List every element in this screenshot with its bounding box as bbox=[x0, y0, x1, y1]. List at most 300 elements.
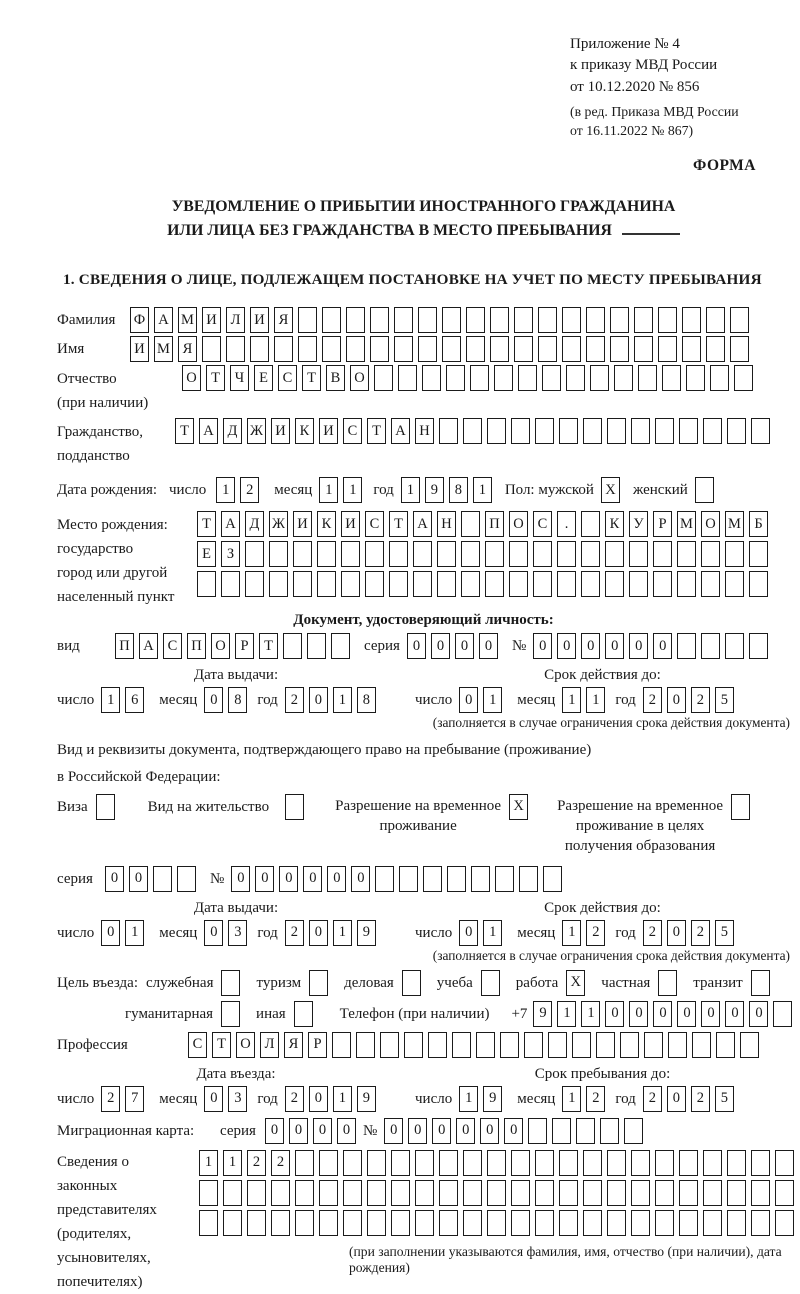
form-cell[interactable] bbox=[620, 1032, 639, 1058]
form-cell[interactable] bbox=[223, 1210, 242, 1236]
form-cell[interactable]: 0 bbox=[653, 1001, 672, 1027]
doc-expiry-day-input[interactable] bbox=[459, 687, 507, 713]
sex-female-checkbox[interactable] bbox=[695, 477, 719, 503]
form-cell[interactable]: 2 bbox=[586, 1086, 605, 1112]
form-cell[interactable] bbox=[576, 1118, 595, 1144]
form-cell[interactable] bbox=[703, 1180, 722, 1206]
form-cell[interactable]: 0 bbox=[701, 1001, 720, 1027]
form-cell[interactable]: 0 bbox=[667, 920, 686, 946]
form-cell[interactable] bbox=[271, 1180, 290, 1206]
form-cell[interactable] bbox=[394, 307, 413, 333]
form-cell[interactable]: 1 bbox=[199, 1150, 218, 1176]
stay-issue-year-input[interactable] bbox=[285, 920, 381, 946]
form-cell[interactable]: 0 bbox=[384, 1118, 403, 1144]
form-cell[interactable] bbox=[607, 418, 626, 444]
form-cell[interactable]: 1 bbox=[562, 687, 581, 713]
form-cell[interactable]: С bbox=[533, 511, 552, 537]
form-cell[interactable]: 0 bbox=[309, 1086, 328, 1112]
form-cell[interactable] bbox=[533, 571, 552, 597]
form-cell[interactable] bbox=[461, 511, 480, 537]
form-cell[interactable]: Я bbox=[178, 336, 197, 362]
form-cell[interactable] bbox=[331, 633, 350, 659]
form-cell[interactable]: 0 bbox=[408, 1118, 427, 1144]
stay-number-input[interactable] bbox=[231, 866, 567, 892]
form-cell[interactable] bbox=[476, 1032, 495, 1058]
form-cell[interactable]: 0 bbox=[407, 633, 426, 659]
form-cell[interactable] bbox=[463, 1210, 482, 1236]
form-cell[interactable]: 0 bbox=[533, 633, 552, 659]
form-cell[interactable] bbox=[725, 571, 744, 597]
form-cell[interactable] bbox=[677, 633, 696, 659]
form-cell[interactable] bbox=[370, 307, 389, 333]
form-cell[interactable] bbox=[463, 1180, 482, 1206]
form-cell[interactable] bbox=[487, 418, 506, 444]
form-cell[interactable] bbox=[701, 571, 720, 597]
form-cell[interactable] bbox=[439, 1210, 458, 1236]
form-cell[interactable] bbox=[514, 336, 533, 362]
form-cell[interactable] bbox=[562, 336, 581, 362]
form-cell[interactable]: И bbox=[271, 418, 290, 444]
form-cell[interactable] bbox=[586, 307, 605, 333]
form-cell[interactable] bbox=[415, 1210, 434, 1236]
form-cell[interactable] bbox=[391, 1210, 410, 1236]
form-cell[interactable] bbox=[511, 1180, 530, 1206]
form-cell[interactable] bbox=[581, 541, 600, 567]
residence-permit-checkbox[interactable] bbox=[285, 794, 309, 820]
visa-checkbox[interactable] bbox=[96, 794, 120, 820]
form-cell[interactable]: 0 bbox=[581, 633, 600, 659]
form-cell[interactable]: 0 bbox=[105, 866, 124, 892]
form-cell[interactable]: Н bbox=[437, 511, 456, 537]
form-cell[interactable] bbox=[247, 1210, 266, 1236]
form-cell[interactable]: 2 bbox=[247, 1150, 266, 1176]
form-cell[interactable]: 1 bbox=[483, 687, 502, 713]
form-cell[interactable] bbox=[402, 970, 421, 996]
form-cell[interactable] bbox=[511, 418, 530, 444]
form-cell[interactable] bbox=[614, 365, 633, 391]
form-cell[interactable] bbox=[730, 307, 749, 333]
form-cell[interactable] bbox=[221, 571, 240, 597]
form-cell[interactable] bbox=[679, 1180, 698, 1206]
form-cell[interactable] bbox=[658, 336, 677, 362]
form-cell[interactable]: 8 bbox=[357, 687, 376, 713]
form-cell[interactable] bbox=[367, 1210, 386, 1236]
form-cell[interactable]: 6 bbox=[125, 687, 144, 713]
form-cell[interactable] bbox=[677, 541, 696, 567]
form-cell[interactable]: 0 bbox=[309, 687, 328, 713]
form-cell[interactable] bbox=[533, 541, 552, 567]
form-cell[interactable] bbox=[679, 1210, 698, 1236]
form-cell[interactable]: 2 bbox=[643, 1086, 662, 1112]
form-cell[interactable] bbox=[631, 1210, 650, 1236]
form-cell[interactable] bbox=[271, 1210, 290, 1236]
form-cell[interactable]: К bbox=[317, 511, 336, 537]
form-cell[interactable]: 1 bbox=[101, 687, 120, 713]
form-cell[interactable]: 0 bbox=[351, 866, 370, 892]
form-cell[interactable] bbox=[413, 571, 432, 597]
form-cell[interactable]: 0 bbox=[725, 1001, 744, 1027]
form-cell[interactable] bbox=[631, 418, 650, 444]
form-cell[interactable] bbox=[471, 866, 490, 892]
form-cell[interactable]: 8 bbox=[228, 687, 247, 713]
form-cell[interactable]: 1 bbox=[333, 920, 352, 946]
form-cell[interactable] bbox=[269, 541, 288, 567]
form-cell[interactable]: К bbox=[295, 418, 314, 444]
form-cell[interactable]: С bbox=[188, 1032, 207, 1058]
form-cell[interactable]: Т bbox=[197, 511, 216, 537]
stay-expiry-day-input[interactable] bbox=[459, 920, 507, 946]
form-cell[interactable] bbox=[298, 307, 317, 333]
form-cell[interactable]: 1 bbox=[459, 1086, 478, 1112]
form-cell[interactable] bbox=[518, 365, 537, 391]
form-cell[interactable]: С bbox=[278, 365, 297, 391]
form-cell[interactable] bbox=[653, 571, 672, 597]
form-cell[interactable] bbox=[535, 418, 554, 444]
form-cell[interactable]: Е bbox=[197, 541, 216, 567]
form-cell[interactable] bbox=[293, 541, 312, 567]
form-cell[interactable]: Д bbox=[245, 511, 264, 537]
form-cell[interactable] bbox=[538, 307, 557, 333]
form-cell[interactable]: 0 bbox=[667, 687, 686, 713]
birthplace-line-1-input[interactable] bbox=[197, 511, 773, 537]
form-cell[interactable] bbox=[730, 336, 749, 362]
form-cell[interactable] bbox=[418, 307, 437, 333]
form-cell[interactable]: 5 bbox=[715, 1086, 734, 1112]
representatives-line-3-input[interactable] bbox=[199, 1210, 799, 1236]
form-cell[interactable]: 0 bbox=[255, 866, 274, 892]
form-cell[interactable] bbox=[655, 418, 674, 444]
form-cell[interactable] bbox=[775, 1180, 794, 1206]
form-cell[interactable] bbox=[727, 1180, 746, 1206]
form-cell[interactable] bbox=[740, 1032, 759, 1058]
form-cell[interactable]: П bbox=[115, 633, 134, 659]
form-cell[interactable]: 0 bbox=[459, 920, 478, 946]
form-cell[interactable] bbox=[428, 1032, 447, 1058]
birthplace-line-3-input[interactable] bbox=[197, 571, 773, 597]
form-cell[interactable] bbox=[634, 336, 653, 362]
form-cell[interactable] bbox=[422, 365, 441, 391]
form-cell[interactable]: 8 bbox=[449, 477, 468, 503]
form-cell[interactable] bbox=[202, 336, 221, 362]
form-cell[interactable] bbox=[610, 307, 629, 333]
form-cell[interactable] bbox=[610, 336, 629, 362]
form-cell[interactable]: 1 bbox=[333, 687, 352, 713]
form-cell[interactable] bbox=[605, 541, 624, 567]
form-cell[interactable]: 7 bbox=[125, 1086, 144, 1112]
form-cell[interactable]: Т bbox=[389, 511, 408, 537]
form-cell[interactable]: 2 bbox=[285, 920, 304, 946]
form-cell[interactable] bbox=[734, 365, 753, 391]
form-cell[interactable] bbox=[538, 336, 557, 362]
form-cell[interactable] bbox=[557, 541, 576, 567]
form-cell[interactable] bbox=[447, 866, 466, 892]
sex-male-checkbox[interactable] bbox=[601, 477, 625, 503]
phone-input[interactable] bbox=[533, 1001, 797, 1027]
form-cell[interactable] bbox=[452, 1032, 471, 1058]
form-cell[interactable] bbox=[562, 307, 581, 333]
form-cell[interactable]: 0 bbox=[327, 866, 346, 892]
form-cell[interactable]: Т bbox=[212, 1032, 231, 1058]
form-cell[interactable] bbox=[437, 571, 456, 597]
form-cell[interactable]: 1 bbox=[223, 1150, 242, 1176]
form-cell[interactable]: Я bbox=[284, 1032, 303, 1058]
form-cell[interactable] bbox=[365, 571, 384, 597]
form-cell[interactable]: 1 bbox=[125, 920, 144, 946]
form-cell[interactable]: 2 bbox=[101, 1086, 120, 1112]
form-cell[interactable] bbox=[197, 571, 216, 597]
form-cell[interactable] bbox=[559, 1180, 578, 1206]
entry-month-input[interactable] bbox=[204, 1086, 252, 1112]
doc-expiry-month-input[interactable] bbox=[562, 687, 610, 713]
form-cell[interactable] bbox=[322, 336, 341, 362]
form-cell[interactable] bbox=[283, 633, 302, 659]
form-cell[interactable] bbox=[481, 970, 500, 996]
form-cell[interactable]: 1 bbox=[343, 477, 362, 503]
form-cell[interactable]: 0 bbox=[479, 633, 498, 659]
form-cell[interactable] bbox=[701, 633, 720, 659]
form-cell[interactable]: 0 bbox=[204, 687, 223, 713]
migration-series-input[interactable] bbox=[265, 1118, 361, 1144]
form-cell[interactable] bbox=[343, 1180, 362, 1206]
form-cell[interactable] bbox=[607, 1180, 626, 1206]
form-cell[interactable] bbox=[307, 633, 326, 659]
purpose-business-checkbox[interactable] bbox=[402, 970, 426, 996]
stay-until-year-input[interactable] bbox=[643, 1086, 739, 1112]
form-cell[interactable] bbox=[751, 418, 770, 444]
form-cell[interactable]: А bbox=[391, 418, 410, 444]
form-cell[interactable]: 1 bbox=[562, 920, 581, 946]
form-cell[interactable] bbox=[701, 541, 720, 567]
form-cell[interactable] bbox=[370, 336, 389, 362]
form-cell[interactable]: 1 bbox=[581, 1001, 600, 1027]
form-cell[interactable]: М bbox=[725, 511, 744, 537]
form-cell[interactable] bbox=[322, 307, 341, 333]
doc-issue-month-input[interactable] bbox=[204, 687, 252, 713]
form-cell[interactable] bbox=[581, 511, 600, 537]
form-cell[interactable]: А bbox=[139, 633, 158, 659]
form-cell[interactable]: Т bbox=[302, 365, 321, 391]
form-cell[interactable] bbox=[285, 794, 304, 820]
form-cell[interactable] bbox=[682, 336, 701, 362]
form-cell[interactable]: 0 bbox=[456, 1118, 475, 1144]
form-cell[interactable] bbox=[223, 1180, 242, 1206]
form-cell[interactable] bbox=[389, 541, 408, 567]
form-cell[interactable]: 2 bbox=[586, 920, 605, 946]
form-cell[interactable]: 2 bbox=[271, 1150, 290, 1176]
form-cell[interactable]: П bbox=[485, 511, 504, 537]
stay-until-month-input[interactable] bbox=[562, 1086, 610, 1112]
form-cell[interactable]: Т bbox=[175, 418, 194, 444]
form-cell[interactable] bbox=[221, 970, 240, 996]
doc-expiry-year-input[interactable] bbox=[643, 687, 739, 713]
form-cell[interactable] bbox=[559, 418, 578, 444]
form-cell[interactable]: Л bbox=[260, 1032, 279, 1058]
purpose-humanitarian-checkbox[interactable] bbox=[221, 1001, 245, 1027]
form-cell[interactable]: 0 bbox=[605, 1001, 624, 1027]
form-cell[interactable]: С bbox=[163, 633, 182, 659]
form-cell[interactable] bbox=[682, 307, 701, 333]
form-cell[interactable]: 0 bbox=[279, 866, 298, 892]
form-cell[interactable] bbox=[250, 336, 269, 362]
form-cell[interactable]: 0 bbox=[459, 687, 478, 713]
form-cell[interactable]: 2 bbox=[240, 477, 259, 503]
form-cell[interactable]: Ж bbox=[269, 511, 288, 537]
form-cell[interactable]: 2 bbox=[643, 920, 662, 946]
form-cell[interactable] bbox=[706, 336, 725, 362]
form-cell[interactable] bbox=[490, 336, 509, 362]
form-cell[interactable] bbox=[398, 365, 417, 391]
form-cell[interactable]: А bbox=[199, 418, 218, 444]
form-cell[interactable] bbox=[725, 633, 744, 659]
form-cell[interactable] bbox=[596, 1032, 615, 1058]
form-cell[interactable]: Н bbox=[415, 418, 434, 444]
form-cell[interactable] bbox=[535, 1210, 554, 1236]
form-cell[interactable]: Е bbox=[254, 365, 273, 391]
form-cell[interactable]: 0 bbox=[667, 1086, 686, 1112]
form-cell[interactable] bbox=[710, 365, 729, 391]
form-cell[interactable] bbox=[514, 307, 533, 333]
form-cell[interactable]: 3 bbox=[228, 1086, 247, 1112]
profession-input[interactable] bbox=[188, 1032, 764, 1058]
purpose-tourism-checkbox[interactable] bbox=[309, 970, 333, 996]
form-cell[interactable] bbox=[346, 336, 365, 362]
form-cell[interactable] bbox=[199, 1180, 218, 1206]
form-cell[interactable] bbox=[749, 541, 768, 567]
form-cell[interactable] bbox=[413, 541, 432, 567]
form-cell[interactable]: Д bbox=[223, 418, 242, 444]
form-cell[interactable] bbox=[485, 541, 504, 567]
form-cell[interactable]: О bbox=[182, 365, 201, 391]
form-cell[interactable] bbox=[662, 365, 681, 391]
form-cell[interactable] bbox=[773, 1001, 792, 1027]
form-cell[interactable]: 2 bbox=[691, 1086, 710, 1112]
entry-day-input[interactable] bbox=[101, 1086, 149, 1112]
form-cell[interactable] bbox=[586, 336, 605, 362]
form-cell[interactable] bbox=[461, 541, 480, 567]
form-cell[interactable]: 0 bbox=[653, 633, 672, 659]
form-cell[interactable] bbox=[731, 794, 750, 820]
form-cell[interactable] bbox=[727, 1210, 746, 1236]
representatives-line-2-input[interactable] bbox=[199, 1180, 799, 1206]
form-cell[interactable] bbox=[485, 571, 504, 597]
form-cell[interactable] bbox=[375, 866, 394, 892]
temp-residence-checkbox[interactable] bbox=[509, 794, 533, 820]
form-cell[interactable] bbox=[548, 1032, 567, 1058]
form-cell[interactable]: У bbox=[629, 511, 648, 537]
form-cell[interactable] bbox=[543, 866, 562, 892]
form-cell[interactable] bbox=[590, 365, 609, 391]
entry-year-input[interactable] bbox=[285, 1086, 381, 1112]
purpose-official-checkbox[interactable] bbox=[221, 970, 245, 996]
form-cell[interactable] bbox=[583, 418, 602, 444]
form-cell[interactable]: И bbox=[319, 418, 338, 444]
form-cell[interactable] bbox=[638, 365, 657, 391]
doc-number-input[interactable] bbox=[533, 633, 773, 659]
purpose-transit-checkbox[interactable] bbox=[751, 970, 775, 996]
form-cell[interactable]: . bbox=[557, 511, 576, 537]
doc-issue-day-input[interactable] bbox=[101, 687, 149, 713]
form-cell[interactable] bbox=[706, 307, 725, 333]
form-cell[interactable] bbox=[309, 970, 328, 996]
form-cell[interactable] bbox=[524, 1032, 543, 1058]
form-cell[interactable]: Р bbox=[653, 511, 672, 537]
purpose-work-checkbox[interactable] bbox=[566, 970, 590, 996]
form-cell[interactable] bbox=[487, 1180, 506, 1206]
doc-series-input[interactable] bbox=[407, 633, 503, 659]
form-cell[interactable]: 1 bbox=[562, 1086, 581, 1112]
stay-until-day-input[interactable] bbox=[459, 1086, 507, 1112]
stay-expiry-year-input[interactable] bbox=[643, 920, 739, 946]
form-cell[interactable] bbox=[269, 571, 288, 597]
form-cell[interactable] bbox=[566, 365, 585, 391]
stay-issue-day-input[interactable] bbox=[101, 920, 149, 946]
form-cell[interactable]: 0 bbox=[265, 1118, 284, 1144]
form-cell[interactable] bbox=[439, 1180, 458, 1206]
form-cell[interactable]: 1 bbox=[333, 1086, 352, 1112]
form-cell[interactable]: Р bbox=[235, 633, 254, 659]
form-cell[interactable]: 2 bbox=[285, 687, 304, 713]
form-cell[interactable]: С bbox=[343, 418, 362, 444]
form-cell[interactable] bbox=[655, 1210, 674, 1236]
migration-number-input[interactable] bbox=[384, 1118, 648, 1144]
form-cell[interactable]: 0 bbox=[677, 1001, 696, 1027]
form-cell[interactable] bbox=[494, 365, 513, 391]
form-cell[interactable] bbox=[607, 1210, 626, 1236]
purpose-other-checkbox[interactable] bbox=[294, 1001, 318, 1027]
form-cell[interactable] bbox=[317, 571, 336, 597]
form-cell[interactable] bbox=[317, 541, 336, 567]
form-cell[interactable] bbox=[247, 1180, 266, 1206]
purpose-study-checkbox[interactable] bbox=[481, 970, 505, 996]
form-cell[interactable] bbox=[346, 307, 365, 333]
form-cell[interactable]: Я bbox=[274, 307, 293, 333]
form-cell[interactable] bbox=[634, 307, 653, 333]
form-cell[interactable] bbox=[274, 336, 293, 362]
form-cell[interactable] bbox=[495, 866, 514, 892]
form-cell[interactable]: 1 bbox=[483, 920, 502, 946]
form-cell[interactable] bbox=[629, 571, 648, 597]
form-cell[interactable] bbox=[177, 866, 196, 892]
stay-issue-month-input[interactable] bbox=[204, 920, 252, 946]
form-cell[interactable] bbox=[442, 307, 461, 333]
form-cell[interactable] bbox=[446, 365, 465, 391]
form-cell[interactable] bbox=[581, 571, 600, 597]
form-cell[interactable] bbox=[679, 418, 698, 444]
form-cell[interactable]: 5 bbox=[715, 920, 734, 946]
form-cell[interactable] bbox=[245, 541, 264, 567]
form-cell[interactable]: К bbox=[605, 511, 624, 537]
form-cell[interactable] bbox=[404, 1032, 423, 1058]
form-cell[interactable]: 0 bbox=[231, 866, 250, 892]
form-cell[interactable] bbox=[559, 1210, 578, 1236]
form-cell[interactable] bbox=[509, 571, 528, 597]
form-cell[interactable] bbox=[695, 477, 714, 503]
form-cell[interactable] bbox=[423, 866, 442, 892]
form-cell[interactable] bbox=[583, 1210, 602, 1236]
form-cell[interactable] bbox=[365, 541, 384, 567]
form-cell[interactable]: 1 bbox=[319, 477, 338, 503]
form-cell[interactable] bbox=[394, 336, 413, 362]
form-cell[interactable] bbox=[294, 1001, 313, 1027]
form-cell[interactable]: 3 bbox=[228, 920, 247, 946]
form-cell[interactable] bbox=[153, 866, 172, 892]
form-cell[interactable] bbox=[341, 541, 360, 567]
edu-residence-checkbox[interactable] bbox=[731, 794, 755, 820]
form-cell[interactable] bbox=[298, 336, 317, 362]
form-cell[interactable]: 0 bbox=[313, 1118, 332, 1144]
form-cell[interactable]: 9 bbox=[357, 1086, 376, 1112]
form-cell[interactable]: 2 bbox=[285, 1086, 304, 1112]
